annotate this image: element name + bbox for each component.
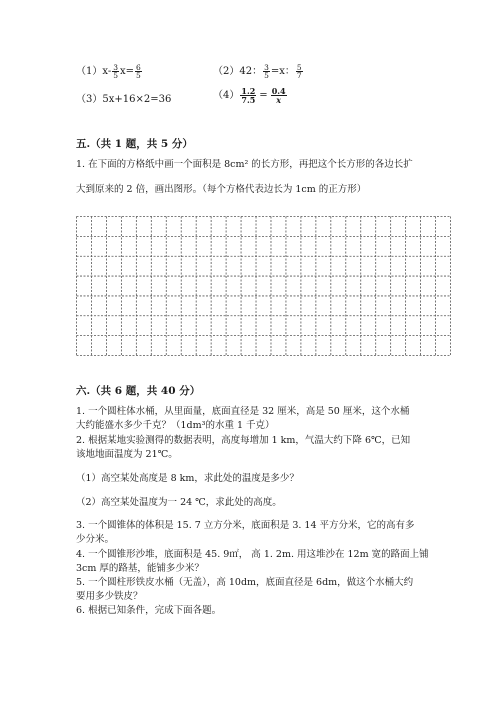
equation-4 <box>213 86 288 104</box>
section-6-q2-sub2: （2）高空某处温度为一 24 ℃，求此处的高度。 <box>76 497 282 508</box>
section-6-q4-line1: 4. 一个圆锥形沙堆，底面积是 45. 9㎡， 高 1. 2m. 用这堆沙在 12m 宽的路面上铺 <box>76 549 429 560</box>
fraction-numerator: 0.4 <box>271 86 286 96</box>
equation-1-label: （1） <box>76 66 103 77</box>
equation-2-label: （2） <box>213 66 240 77</box>
fraction-denominator: 5 <box>264 71 269 80</box>
fraction-denominator: x <box>276 95 282 105</box>
equation-4-mid: = <box>259 90 268 101</box>
section-5-title: 五.（共 1 题，共 5 分） <box>76 138 193 150</box>
section-6-q1-line1: 1. 一个圆柱体水桶，从里面量，底面直径是 32 厘米，高是 50 厘米，这个水桶 <box>76 406 410 417</box>
fraction-denominator: 5 <box>136 71 141 80</box>
equation-1-mid: x= <box>120 66 135 77</box>
equation-3 <box>76 90 171 105</box>
section-6-q2-line2: 该地地面温度为 21℃。 <box>76 449 178 460</box>
section-6-q3-line2: 少分米。 <box>76 534 115 545</box>
fraction-denominator: 7 <box>296 71 302 80</box>
equation-2-mid: =x： <box>270 66 295 77</box>
fraction <box>296 64 303 80</box>
equation-3-label: （3） <box>76 94 103 105</box>
fraction <box>112 64 119 80</box>
fraction <box>271 87 287 104</box>
section-6-q1-line2: 大约能盛水多少千克？（1dm³的水重 1 千克） <box>76 420 275 431</box>
fraction-numerator: 1.2 <box>241 86 256 96</box>
section-6-q5-line1: 5. 一个圆柱形铁皮水桶（无盖），高 10dm，底面直径是 6dm，做这个水桶大约 <box>76 577 414 588</box>
section-5-q1-line2: 大到原来的 2 倍，画出图形。（每个方格代表边长为 1cm 的正方形） <box>76 184 367 195</box>
section-6-q3-line1: 3. 一个圆锥体的体积是 15. 7 立方分米，底面积是 3. 14 平方分米，它的高有多 <box>76 520 415 531</box>
section-6-q4-line2: 3cm 厚的路基，能铺多少米？ <box>76 563 204 574</box>
section-6-q2-line1: 2. 根据某地实验测得的数据表明，高度每增加 1 km，气温大约下降 6℃，已知 <box>76 435 411 446</box>
fraction-denominator: 7.5 <box>241 95 256 105</box>
equation-1 <box>76 62 143 80</box>
fraction-numerator: 3 <box>113 62 118 72</box>
equation-3-text: 5x+16×2=36 <box>102 94 172 105</box>
section-5-q1-line1: 1. 在下面的方格纸中画一个面积是 8cm² 的长方形，再把这个长方形的各边长扩 <box>76 159 413 170</box>
section-6-title: 六.（共 6 题，共 40 分） <box>76 385 201 397</box>
fraction <box>263 64 270 80</box>
section-6-q6-line1: 6. 根据已知条件，完成下面各题。 <box>76 605 222 616</box>
fraction-numerator: 6 <box>136 62 141 72</box>
equation-2 <box>213 62 304 80</box>
fraction <box>135 64 142 80</box>
grid-paper[interactable] <box>76 216 451 356</box>
equation-1-pre: x- <box>102 66 112 77</box>
fraction <box>240 87 256 104</box>
fraction-numerator: 5 <box>296 62 302 72</box>
grid-svg[interactable] <box>76 216 451 356</box>
equation-2-pre: 42： <box>239 66 263 77</box>
section-6-q5-line2: 要用多少铁皮？ <box>76 591 143 602</box>
equation-4-label: （4） <box>213 90 240 101</box>
fraction-denominator: 5 <box>113 71 118 80</box>
section-6-q2-sub1: （1）高空某处高度是 8 km，求此处的温度是多少？ <box>76 473 299 484</box>
fraction-numerator: 3 <box>264 62 269 72</box>
